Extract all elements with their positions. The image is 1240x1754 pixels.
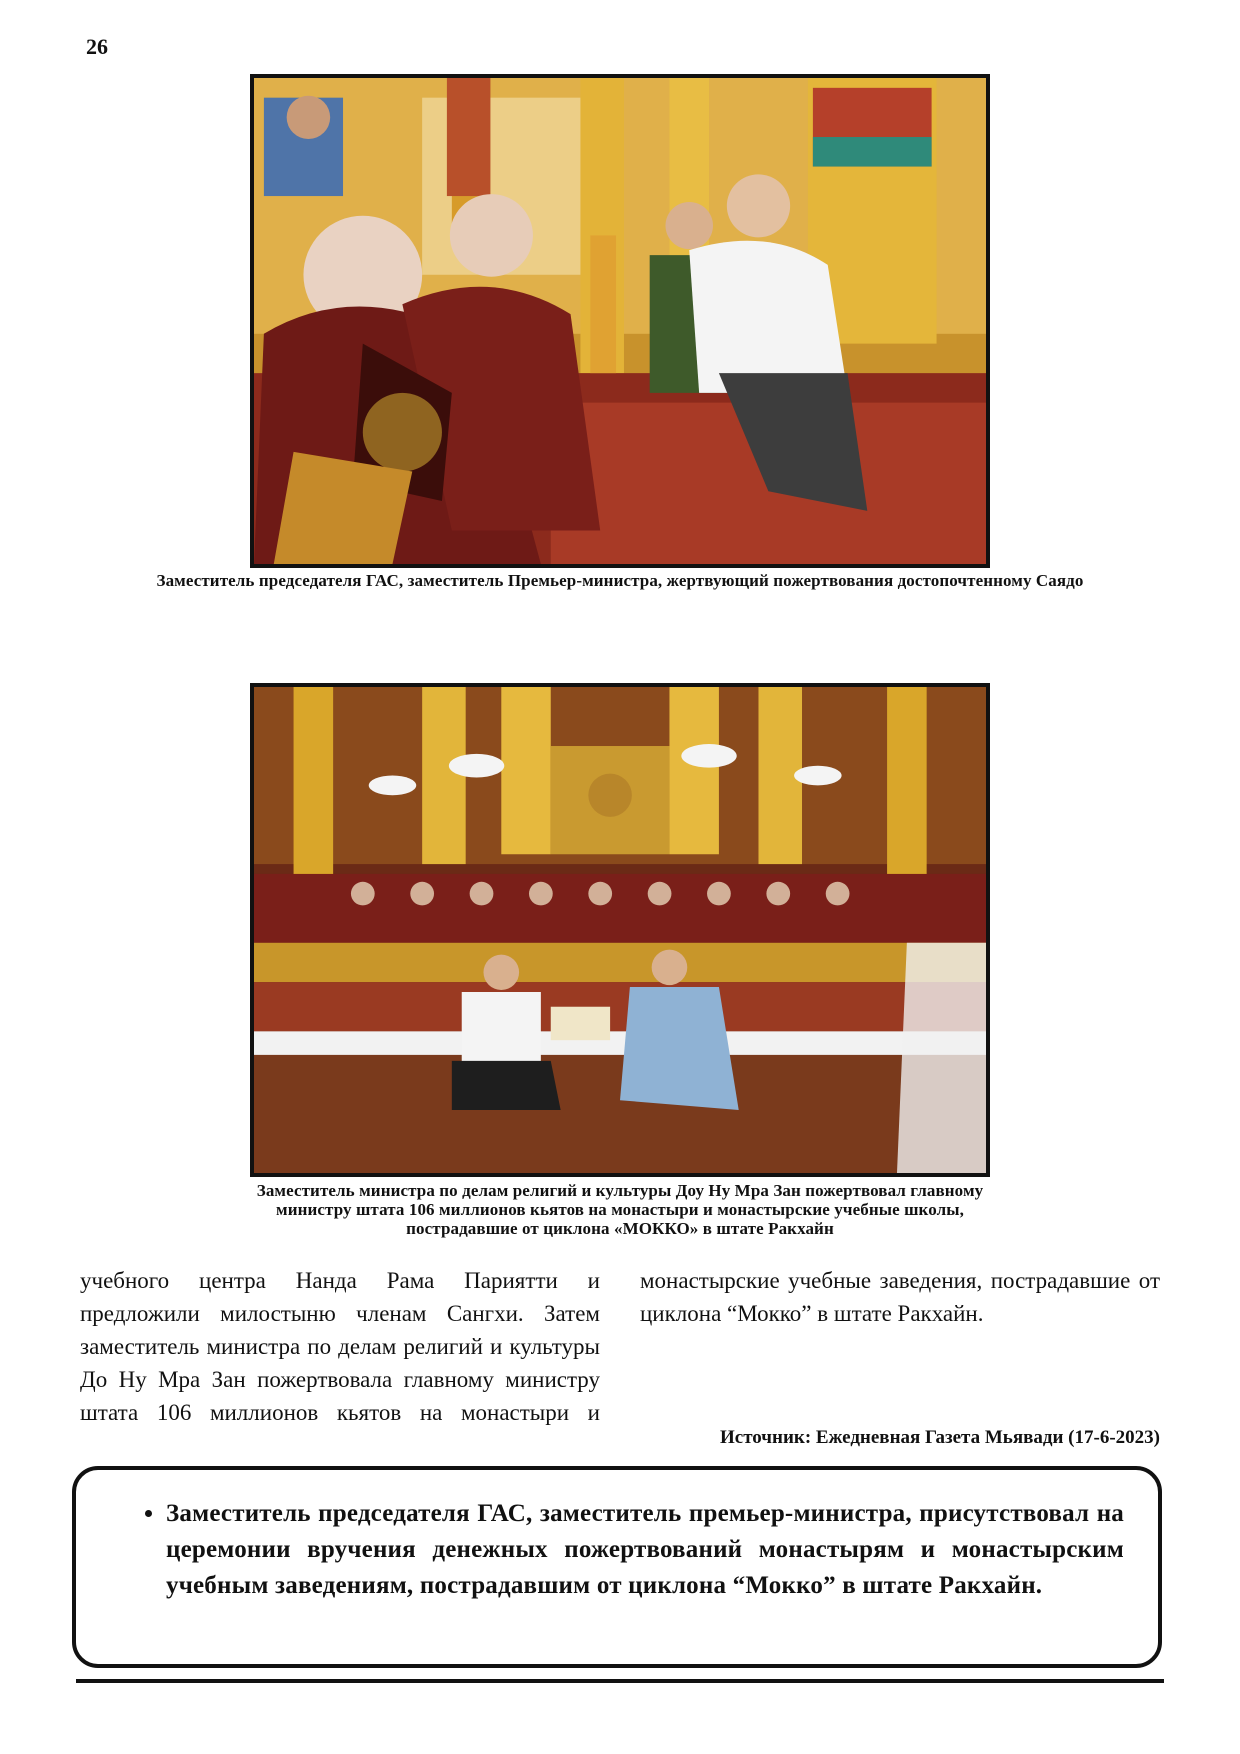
photo-1-illustration [254, 78, 986, 564]
photo-1-caption: Заместитель председателя ГАС, заместитель Премьер-министра, жертвующий пожертвования достопочтенному Саядо [156, 571, 1084, 590]
photo-donation-ceremony [250, 683, 990, 1177]
photo-2-caption-line-1: Заместитель министра по делам религий и культуры Доу Ну Мра Зан пожертвовал главному [256, 1181, 984, 1200]
highlight-item: • Заместитель председателя ГАС, заместитель премьер-министра, присутствовал на церемонии вручения денежных пожертвований монастырям и монастырским учебным заведениям, пострадавшим от циклона “Мокко” в штате Ракхайн. [166, 1496, 1124, 1604]
article-left-column: учебного центра Нанда Рама Париятти и предложили милостыню членам Сангхи. Затем заместитель министра по делам религий и культуры До Ну Мра Зан пожертвовала главному министру штата 106 миллионов кьятов на монастыри и [80, 1268, 600, 1425]
photo-donation-to-sayadaw [250, 74, 990, 568]
page-number: 26 [86, 34, 108, 59]
source-line: Источник: Ежедневная Газета Мьявади (17-6-2023) [720, 1427, 1160, 1448]
article-right-column: монастырские учебные заведения, пострадавшие от циклона “Мокко” в штате Ракхайн. [640, 1268, 1160, 1326]
photo-2-illustration [254, 687, 986, 1173]
photo-2-caption-line-3: пострадавшие от циклона «МОККО» в штате Ракхайн [406, 1219, 834, 1238]
highlight-list [126, 1496, 1124, 1604]
photo-2-caption [80, 1181, 1160, 1238]
bottom-divider [76, 1679, 1164, 1683]
photo-2-caption-line-2: министру штата 106 миллионов кьятов на монастыри и монастырские учебные школы, [276, 1200, 964, 1219]
highlight-box [72, 1466, 1162, 1668]
